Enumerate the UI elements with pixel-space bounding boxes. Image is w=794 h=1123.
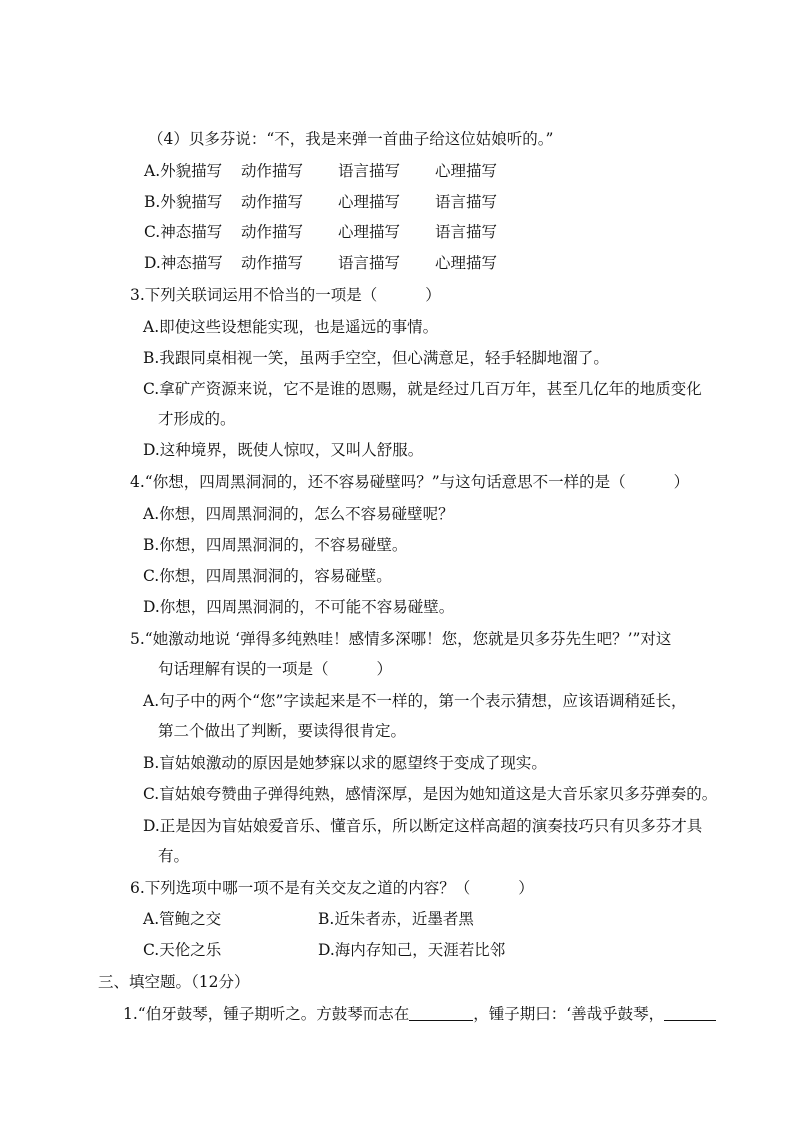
option-cell: 语言描写 xyxy=(338,162,401,180)
option-cell: 动作描写 xyxy=(241,254,304,272)
q5-option-b: B.盲姑娘激动的原因是她梦寐以求的愿望终于变成了现实。 xyxy=(143,754,547,772)
option-cell: 心理描写 xyxy=(435,162,498,180)
q6-stem-text: 6.下列选项中哪一项不是有关交友之道的内容？（ xyxy=(130,879,471,897)
option-cell: 语言描写 xyxy=(435,193,498,211)
q5-option-d-cont: 有。 xyxy=(158,847,190,865)
q3-option-c: C.拿矿产资源来说，它不是谁的恩赐，就是经过几百万年，甚至几亿年的地质变化 xyxy=(143,380,702,398)
q4-prev-option-c xyxy=(144,222,532,242)
q6-options-row2 xyxy=(143,940,506,960)
fill-q1-text-2: ，锺子期曰：‘善哉乎鼓琴， xyxy=(473,1005,665,1023)
q6-option-c: C.天伦之乐 xyxy=(143,941,222,959)
option-cell: 动作描写 xyxy=(241,193,304,211)
option-cell: B.外貌描写 xyxy=(144,193,223,211)
q5-option-a: A.句子中的两个“您”字读起来是不一样的，第一个表示猜想，应该语调稍延长， xyxy=(143,692,687,710)
q4-prev-option-b xyxy=(144,192,532,212)
q3-stem-text: 3.下列关联词运用不恰当的一项是（ xyxy=(130,286,378,304)
fill-blank-2[interactable] xyxy=(664,1006,716,1021)
section3-heading: 三、填空题。（12分） xyxy=(98,973,250,991)
option-cell: 心理描写 xyxy=(338,193,401,211)
q6-stem xyxy=(130,878,534,898)
option-cell: D.神态描写 xyxy=(144,254,223,272)
q4-prev-stem: （4）贝多芬说：“不，我是来弹一首曲子给这位姑娘听的。” xyxy=(148,130,554,148)
q4-option-d: D.你想，四周黑洞洞的，不可能不容易碰壁。 xyxy=(143,598,455,616)
q4-stem-text: 4.“你想，四周黑洞洞的，还不容易碰壁吗？”与这句话意思不一样的是（ xyxy=(130,473,626,491)
q3-stem xyxy=(130,285,441,305)
option-cell: 语言描写 xyxy=(435,223,498,241)
q3-stem-end: ） xyxy=(425,286,441,304)
q4-stem xyxy=(130,472,689,492)
fill-blank-1[interactable] xyxy=(409,1006,473,1021)
q4-option-b: B.你想，四周黑洞洞的，不容易碰壁。 xyxy=(143,536,408,554)
q3-option-b: B.我跟同桌相视一笑，虽两手空空，但心满意足，轻手轻脚地溜了。 xyxy=(143,349,609,367)
q4-option-a: A.你想，四周黑洞洞的，怎么不容易碰壁呢？ xyxy=(143,505,454,523)
q4-prev-option-a xyxy=(144,161,532,181)
q4-option-c: C.你想，四周黑洞洞的，容易碰壁。 xyxy=(143,567,392,585)
q6-stem-end: ） xyxy=(518,879,534,897)
q4-prev-option-d xyxy=(144,253,532,273)
q5-option-c: C.盲姑娘夸赞曲子弹得纯熟，感情深厚，是因为她知道这是大音乐家贝多芬弹奏的。 xyxy=(143,785,718,803)
fill-q1-text-1: 1.“伯牙鼓琴，锺子期听之。方鼓琴而志在 xyxy=(123,1005,410,1023)
q3-option-a: A.即使这些设想能实现，也是遥远的事情。 xyxy=(143,318,439,336)
option-cell: 心理描写 xyxy=(435,254,498,272)
q5-stem-text: 句话理解有误的一项是（ xyxy=(158,660,329,678)
option-cell: C.神态描写 xyxy=(144,223,223,241)
option-cell: 语言描写 xyxy=(338,254,401,272)
q5-option-d: D.正是因为盲姑娘爱音乐、懂音乐，所以断定这样高超的演奏技巧只有贝多芬才具 xyxy=(143,817,703,835)
q5-stem: 5.“她激动地说 ‘弹得多纯熟哇！感情多深哪！您，您就是贝多芬先生吧？’”对这 xyxy=(130,630,672,648)
q5-stem-cont xyxy=(158,659,392,679)
q5-stem-end: ） xyxy=(376,660,393,678)
q3-option-d: D.这种境界，既使人惊叹，又叫人舒服。 xyxy=(143,441,424,459)
option-cell: 动作描写 xyxy=(241,223,304,241)
q6-option-d: D.海内存知己，天涯若比邻 xyxy=(318,941,506,959)
option-cell: 动作描写 xyxy=(241,162,304,180)
q6-option-a: A.管鲍之交 xyxy=(143,910,222,928)
q5-option-a-cont: 第二个做出了判断，要读得很肯定。 xyxy=(158,722,407,740)
option-cell: A.外貌描写 xyxy=(144,162,223,180)
option-cell: 心理描写 xyxy=(338,223,401,241)
section3-q1 xyxy=(123,1004,716,1024)
q4-stem-end: ） xyxy=(673,473,690,491)
q6-options-row1 xyxy=(143,909,493,929)
q6-option-b: B.近朱者赤，近墨者黑 xyxy=(318,910,474,928)
q3-option-c-cont: 才形成的。 xyxy=(158,410,236,428)
